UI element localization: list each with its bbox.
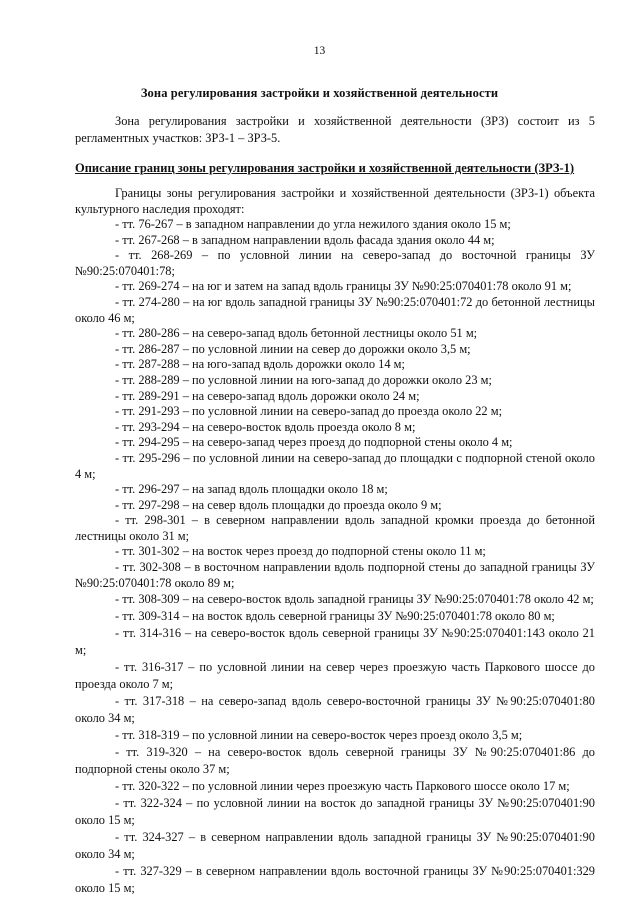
boundary-item: - тт. 327-329 – в северном направлении вдоль восточной границы ЗУ №90:25:070401:329 около 15 м; <box>75 864 595 896</box>
boundary-item: - тт. 286-287 – по условной линии на север до дорожки около 3,5 м; <box>115 341 471 356</box>
boundary-item: - тт. 322-324 – по условной линии на восток до западной границы ЗУ №90:25:070401:90 около 15 м; <box>75 796 595 828</box>
intro-paragraph: Зона регулирования застройки и хозяйственной деятельности (ЗРЗ) состоит из 5 регламентных участков: ЗРЗ-1 – ЗРЗ-5. <box>75 114 595 145</box>
boundary-item: - тт. 274-280 – на юг вдоль западной границы ЗУ №90:25:070401:72 до бетонной лестницы около 46 м; <box>75 294 595 325</box>
boundary-item: - тт. 280-286 – на северо-запад вдоль бетонной лестницы около 51 м; <box>115 326 478 341</box>
boundary-item: - тт. 287-288 – на юго-запад вдоль дорожки около 14 м; <box>115 357 405 372</box>
boundary-item: - тт. 76-267 – в западном направлении до угла нежилого здания около 15 м; <box>115 217 511 231</box>
boundary-item: - тт. 288-289 – по условной линии на юго-запад до дорожки около 23 м; <box>115 372 492 387</box>
boundary-intro-paragraph: Границы зоны регулирования застройки и хозяйственной деятельности (ЗРЗ-1) объекта культурного наследия проходят: <box>75 186 595 216</box>
boundary-item: - тт. 320-322 – по условной линии через проезжую часть Паркового шоссе около 17 м; <box>115 779 570 794</box>
boundary-item: - тт. 295-296 – по условной линии на северо-запад до площадки с подпорной стеной около 4 м; <box>75 450 595 481</box>
page-number: 13 <box>313 45 326 57</box>
boundary-list <box>75 217 595 897</box>
boundary-item: - тт. 298-301 – в северном направлении вдоль западной кромки проезда до бетонной лестницы около 31 м; <box>75 513 595 543</box>
boundary-item: - тт. 267-268 – в западном направлении вдоль фасада здания около 44 м; <box>115 232 495 247</box>
boundary-item: - тт. 316-317 – по условной линии на север через проезжую часть Паркового шоссе до проезда около 7 м; <box>75 660 595 692</box>
boundary-item: - тт. 309-314 – на восток вдоль северной границы ЗУ №90:25:070401:78 около 80 м; <box>115 609 555 624</box>
boundary-item: - тт. 269-274 – на юг и затем на запад вдоль границы ЗУ №90:25:070401:78 около 91 м; <box>115 279 572 294</box>
boundary-item: - тт. 324-327 – в северном направлении вдоль западной границы ЗУ №90:25:070401:90 около 34 м; <box>75 830 595 862</box>
boundary-item: - тт. 268-269 – по условной линии на северо-запад до восточной границы ЗУ №90:25:070401:78; <box>75 248 595 278</box>
boundary-item: - тт. 296-297 – на запад вдоль площадки около 18 м; <box>115 482 388 497</box>
boundary-item: - тт. 317-318 – на северо-запад вдоль северо-восточной границы ЗУ №90:25:070401:80 около 34 м; <box>75 694 595 726</box>
boundary-item: - тт. 308-309 – на северо-восток вдоль западной границы ЗУ №90:25:070401:78 около 42 м; <box>115 592 594 607</box>
boundary-item: - тт. 301-302 – на восток через проезд до подпорной стены около 11 м; <box>115 544 486 559</box>
boundary-item: - тт. 319-320 – на северо-восток вдоль северной границы ЗУ №90:25:070401:86 до подпорной стены около 37 м; <box>75 745 595 777</box>
boundary-item: - тт. 318-319 – по условной линии на северо-восток через проезд около 3,5 м; <box>115 728 523 743</box>
boundary-item: - тт. 294-295 – на северо-запад через проезд до подпорной стены около 4 м; <box>115 435 513 450</box>
section-heading: Зона регулирования застройки и хозяйственной деятельности <box>140 86 499 100</box>
boundary-item: - тт. 291-293 – по условной линии на северо-запад до проезда около 22 м; <box>115 404 503 419</box>
subsection-heading: Описание границ зоны регулирования застройки и хозяйственной деятельности (ЗРЗ-1) <box>75 161 575 175</box>
boundary-item: - тт. 293-294 – на северо-восток вдоль проезда около 8 м; <box>115 419 416 434</box>
boundary-item: - тт. 289-291 – на северо-запад вдоль дорожки около 24 м; <box>115 388 420 403</box>
boundary-item: - тт. 314-316 – на северо-восток вдоль северной границы ЗУ №90:25:070401:143 около 21 м; <box>75 626 595 658</box>
boundary-item: - тт. 302-308 – в восточном направлении вдоль подпорной стены до западной границы ЗУ №90:25:070401:78 около 89 м; <box>75 560 595 590</box>
boundary-item: - тт. 297-298 – на север вдоль площадки до проезда около 9 м; <box>115 497 442 512</box>
